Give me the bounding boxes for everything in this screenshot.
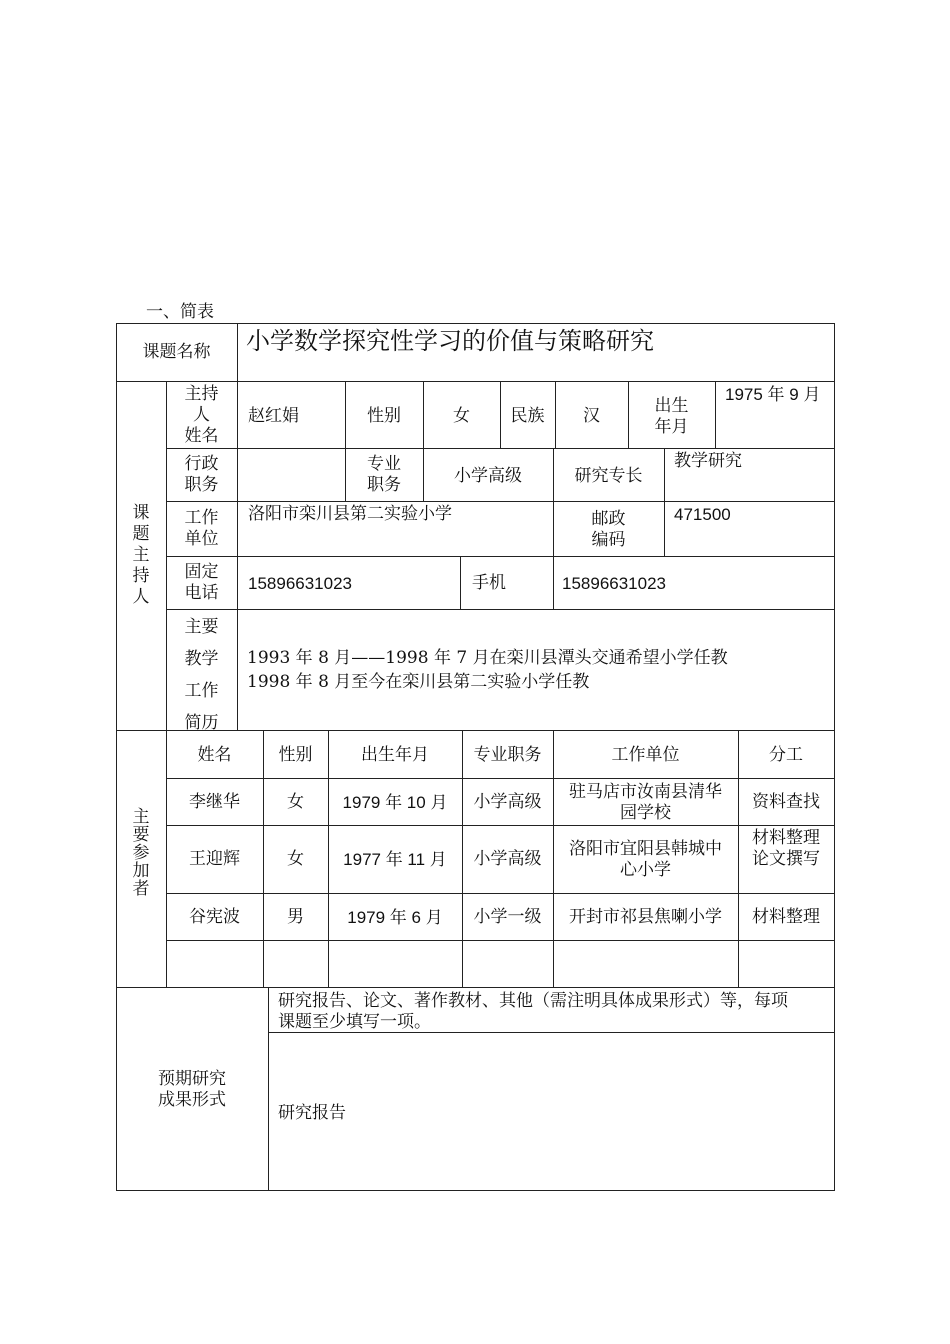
ethnicity-label: 民族 [510, 406, 545, 426]
participant-birth: 1979 年 10 月 [342, 793, 448, 812]
host-mobile: 15896631023 [562, 574, 667, 593]
participant-unit: 洛阳市宜阳县韩城中 心小学 [569, 839, 722, 880]
host-postcode: 471500 [674, 505, 731, 524]
participant-name: 谷宪波 [189, 907, 240, 927]
col-header-gender: 性别 [278, 745, 313, 765]
participants-group-label: 主 要 参 加 者 [132, 807, 150, 899]
admin-title-label: 行政 职务 [184, 454, 219, 495]
host-work-unit: 洛阳市栾川县第二实验小学 [248, 504, 452, 524]
participant-birth: 1979 年 6 月 [347, 908, 443, 927]
outcome-note: 研究报告、论文、著作教材、其他（需注明具体成果形式）等，每项 课题至少填写一项。 [278, 991, 788, 1032]
outcome-value: 研究报告 [278, 1103, 346, 1123]
birth-label: 出生 年月 [654, 396, 689, 437]
section-heading: 一、简表 [146, 302, 214, 322]
participant-gender: 男 [287, 907, 304, 927]
participant-unit: 驻马店市汝南县清华 园学校 [569, 782, 722, 823]
history-line-2: 1998 年 8 月至今在栾川县第二实验小学任教 [247, 672, 590, 692]
col-header-unit: 工作单位 [611, 745, 680, 765]
host-gender: 女 [453, 406, 470, 426]
specialty-label: 研究专长 [574, 466, 643, 486]
mobile-label: 手机 [472, 573, 506, 593]
work-unit-label: 工作 单位 [184, 508, 219, 549]
participant-role: 材料整理 [752, 907, 820, 927]
participant-role: 资料查找 [752, 792, 820, 812]
col-header-birth: 出生年月 [361, 745, 429, 765]
participant-gender: 女 [287, 792, 304, 812]
participant-name: 王迎辉 [189, 849, 240, 869]
participant-role: 材料整理 论文撰写 [752, 828, 820, 869]
col-header-name: 姓名 [197, 745, 232, 765]
participant-gender: 女 [287, 849, 304, 869]
history-line-1: 1993 年 8 月——1998 年 7 月在栾川县潭头交通希望小学任教 [247, 648, 728, 668]
host-name-label: 主持 人 姓名 [184, 384, 219, 446]
host-phone: 15896631023 [248, 574, 353, 593]
col-header-role: 分工 [769, 745, 803, 765]
host-ethnicity: 汉 [583, 406, 600, 426]
gender-label: 性别 [367, 406, 401, 426]
participant-title: 小学一级 [473, 907, 542, 927]
host-prof-title: 小学高级 [454, 466, 522, 486]
participant-birth: 1977 年 11 月 [343, 850, 447, 869]
participant-title: 小学高级 [473, 792, 542, 812]
postcode-label: 邮政 编码 [591, 509, 626, 550]
host-name: 赵红娟 [248, 406, 299, 426]
topic-title: 小学数学探究性学习的价值与策略研究 [246, 327, 654, 355]
participant-name: 李继华 [189, 792, 240, 812]
participant-title: 小学高级 [473, 849, 542, 869]
history-label: 主要 教学 工作 简历 [184, 617, 219, 733]
prof-title-label: 专业 职务 [367, 454, 401, 495]
host-specialty: 教学研究 [674, 451, 742, 471]
col-header-title: 专业职务 [473, 745, 542, 765]
host-birth: 1975 年 9 月 [725, 385, 821, 404]
outcome-label: 预期研究 成果形式 [158, 1069, 226, 1110]
topic-label: 课题名称 [142, 342, 211, 362]
phone-label: 固定 电话 [184, 562, 219, 603]
host-group-label: 课 题 主 持 人 [132, 503, 150, 607]
participant-unit: 开封市祁县焦喇小学 [569, 907, 722, 927]
